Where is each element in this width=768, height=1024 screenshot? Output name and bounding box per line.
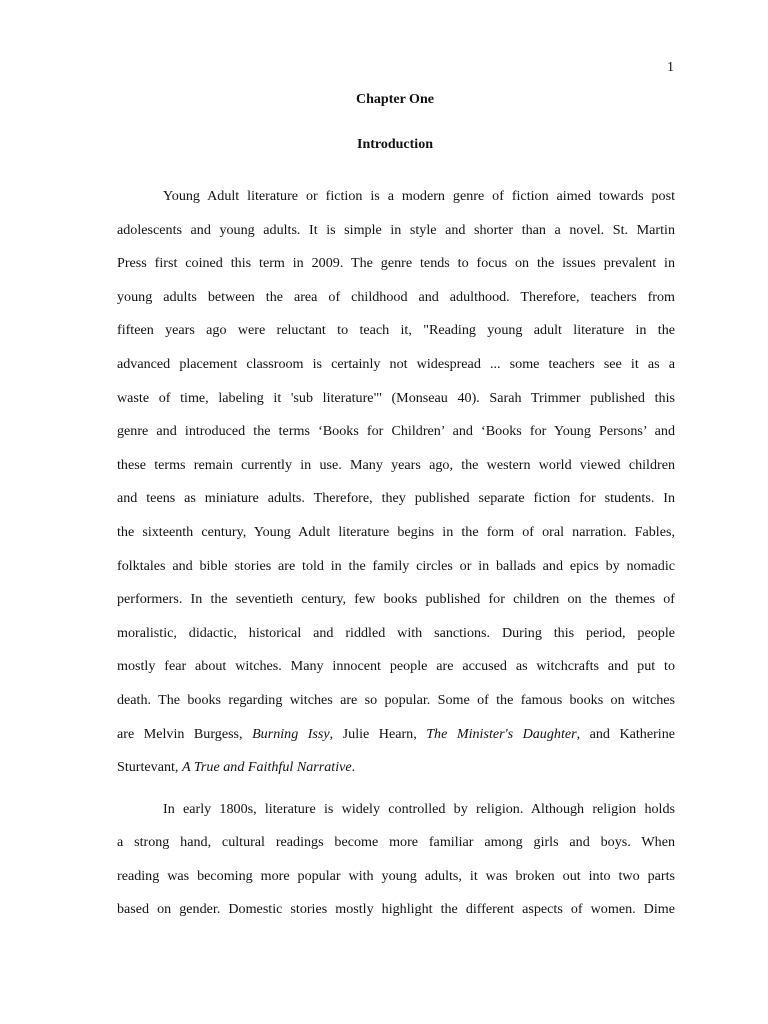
text-line: folktales and bible stories are told in the family circles or in ballads and epics by nomadic: [117, 557, 675, 574]
book-title-ministers-daughter: The Minister's Daughter: [426, 725, 577, 742]
text-line: genre and introduced the terms ‘Books for Children’ and ‘Books for Young Persons’ and: [117, 423, 675, 440]
book-title-true-and-faithful-narrative: A True and Faithful Narrative: [181, 759, 352, 776]
text-line: a strong hand, cultural readings become more familiar among girls and boys. When: [117, 834, 675, 851]
text-line: young adults between the area of childhood and adulthood. Therefore, teachers from: [117, 288, 675, 305]
paragraph-2: [117, 793, 675, 927]
text-line: performers. In the seventieth century, few books published for children on the themes of: [117, 591, 675, 608]
text-line: adolescents and young adults. It is simple in style and shorter than a novel. St. Martin: [117, 221, 675, 238]
text-line: Young Adult literature or fiction is a modern genre of fiction aimed towards post: [163, 188, 675, 204]
text-segment: .: [351, 759, 356, 776]
text-segment: Sturtevant,: [117, 759, 182, 776]
page-number: 1: [667, 60, 674, 75]
body-text: [117, 180, 675, 927]
text-line: Press first coined this term in 2009. The genre tends to focus on the issues prevalent in: [117, 255, 675, 272]
text-line: In early 1800s, literature is widely controlled by religion. Although religion holds: [163, 800, 675, 817]
text-line: reading was becoming more popular with young adults, it was broken out into two parts: [117, 867, 675, 884]
text-line: and teens as miniature adults. Therefore, they published separate fiction for students. In: [117, 490, 675, 507]
paragraph-1: [117, 180, 675, 785]
chapter-title: Chapter One: [356, 92, 434, 107]
text-line: based on gender. Domestic stories mostly highlight the different aspects of women. Dime: [117, 901, 675, 918]
text-line: death. The books regarding witches are so popular. Some of the famous books on witches: [117, 691, 675, 708]
text-line: mostly fear about witches. Many innocent people are accused as witchcrafts and put to: [117, 658, 675, 675]
text-line: [117, 751, 675, 785]
text-segment: , Julie Hearn,: [329, 725, 427, 742]
text-line: waste of time, labeling it 'sub literature"' (Monseau 40). Sarah Trimmer published this: [117, 389, 675, 406]
text-segment: are Melvin Burgess,: [117, 725, 253, 742]
text-segment: , and Katherine: [576, 725, 676, 742]
text-line: moralistic, didactic, historical and riddled with sanctions. During this period, people: [117, 624, 675, 641]
text-line: advanced placement classroom is certainly not widespread ... some teachers see it as a: [117, 355, 675, 372]
text-line: the sixteenth century, Young Adult literature begins in the form of oral narration. Fables,: [117, 523, 675, 540]
text-line: these terms remain currently in use. Many years ago, the western world viewed children: [117, 456, 675, 473]
text-line: [117, 718, 675, 752]
text-line: fifteen years ago were reluctant to teach it, "Reading young adult literature in the: [117, 322, 675, 339]
book-title-burning-issy: Burning Issy: [252, 725, 330, 742]
section-title: Introduction: [357, 137, 433, 152]
